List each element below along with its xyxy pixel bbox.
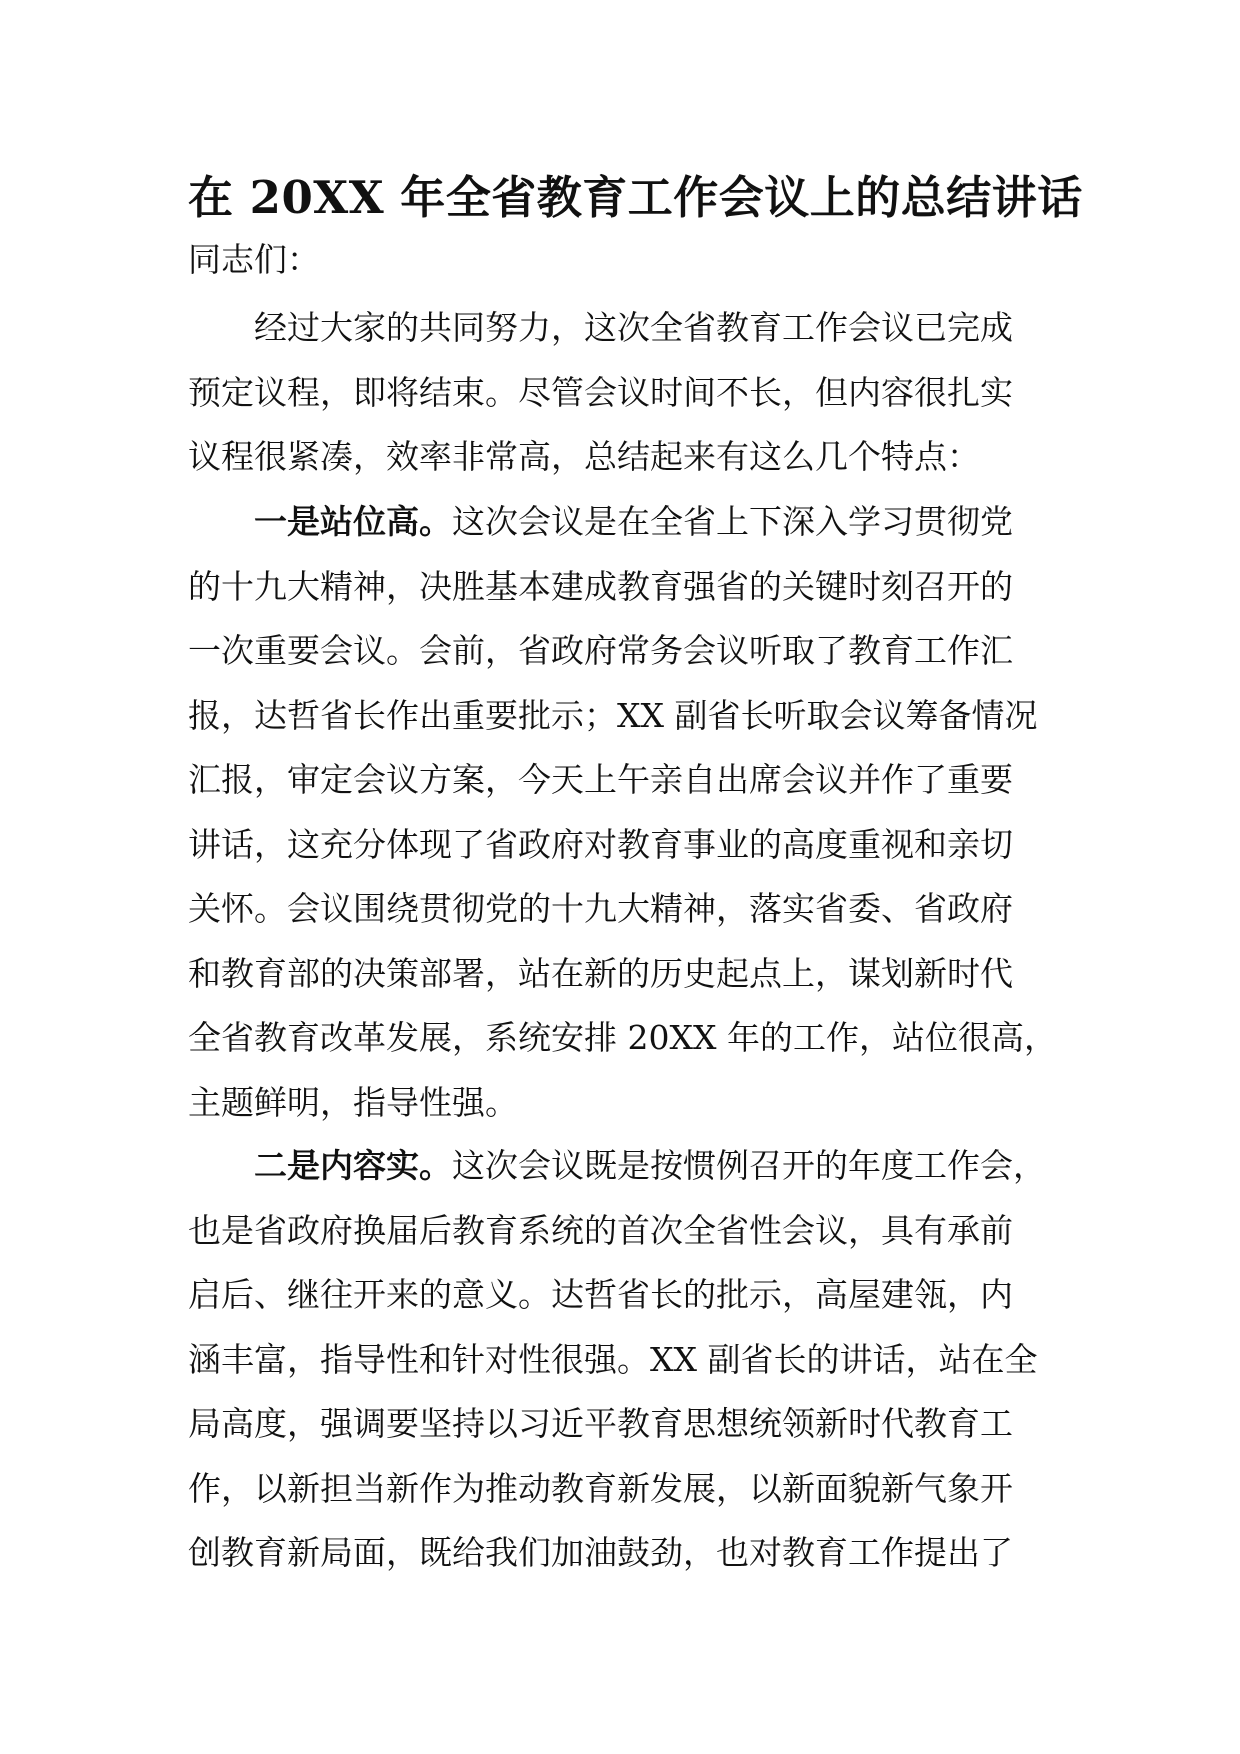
paragraph-line-text: 这次会议既是按惯例召开的年度工作会， [452, 1146, 1046, 1185]
paragraph-line: 局高度，强调要坚持以习近平教育思想统领新时代教育工 [188, 1404, 1013, 1443]
paragraph-line: 全省教育改革发展，系统安排 20XX 年的工作，站位很高， [188, 1018, 1057, 1057]
paragraph-line: 主题鲜明，指导性强。 [188, 1082, 518, 1122]
paragraph-line: 和教育部的决策部署，站在新的历史起点上，谋划新时代 [188, 953, 1013, 993]
paragraph-line-text: 这次会议是在全省上下深入学习贯彻党 [452, 502, 1013, 541]
salutation: 同志们： [188, 240, 320, 279]
paragraph-line: 报，达哲省长作出重要批示；XX 副省长听取会议筹备情况 [188, 695, 1038, 735]
paragraph-line: 也是省政府换届后教育系统的首次全省性会议，具有承前 [188, 1210, 1013, 1250]
paragraph-line: 涵丰富，指导性和针对性很强。XX 副省长的讲话，站在全 [188, 1339, 1038, 1379]
paragraph-line: 启后、继往开来的意义。达哲省长的批示，高屋建瓴，内 [188, 1275, 1013, 1314]
paragraph-lead: 一是站位高。 [254, 502, 452, 541]
paragraph-line: 的十九大精神，决胜基本建成教育强省的关键时刻召开的 [188, 566, 1013, 606]
paragraph-line: 创教育新局面，既给我们加油鼓劲，也对教育工作提出了 [188, 1533, 1013, 1572]
paragraph-lead: 二是内容实。 [254, 1146, 452, 1185]
paragraph-first-line [188, 1134, 1078, 1199]
paragraph-line: 议程很紧凑，效率非常高，总结起来有这么几个特点： [188, 437, 980, 476]
paragraph-line: 经过大家的共同努力，这次全省教育工作会议已完成 [254, 308, 1013, 347]
paragraph-line: 预定议程，即将结束。尽管会议时间不长，但内容很扎实 [188, 372, 1013, 412]
paragraph-2 [188, 490, 1078, 1135]
paragraph-line: 关怀。会议围绕贯彻党的十九大精神，落实省委、省政府 [188, 889, 1013, 928]
paragraph-1 [188, 296, 1078, 490]
paragraph-3 [188, 1134, 1078, 1586]
paragraph-line: 作，以新担当新作为推动教育新发展，以新面貌新气象开 [188, 1468, 1013, 1508]
document-title: 在 20XX 年全省教育工作会议上的总结讲话 [188, 171, 1083, 224]
paragraph-line: 汇报，审定会议方案，今天上午亲自出席会议并作了重要 [188, 760, 1013, 799]
paragraph-first-line [188, 490, 1078, 555]
paragraph-line: 一次重要会议。会前，省政府常务会议听取了教育工作汇 [188, 631, 1013, 670]
paragraph-line: 讲话，这充分体现了省政府对教育事业的高度重视和亲切 [188, 824, 1013, 864]
